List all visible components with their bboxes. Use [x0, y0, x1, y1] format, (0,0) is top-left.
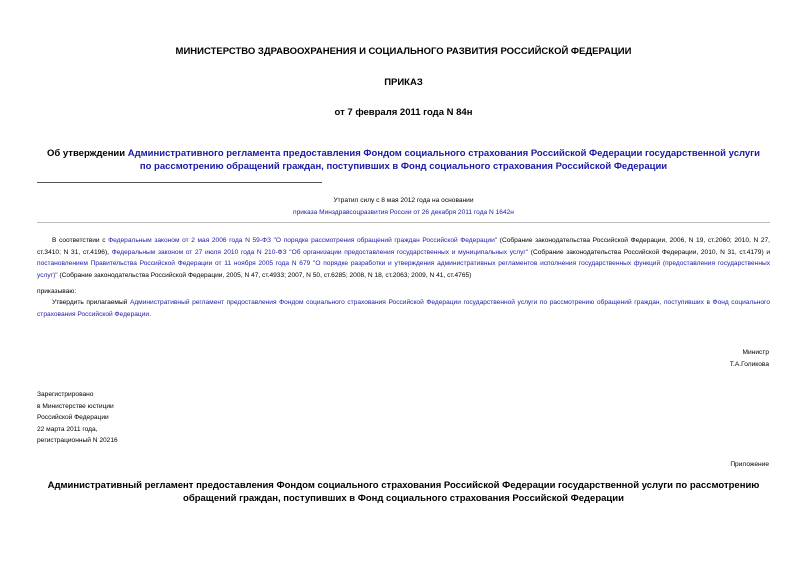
- title-divider: [37, 182, 322, 183]
- appendix-label: Приложение: [730, 461, 769, 468]
- preamble-law-210-link[interactable]: Федеральным законом от 27 июля 2010 года N 210-ФЗ "Об организации предоставления государственных и муниципальных услуг": [111, 248, 529, 256]
- signature-block: [730, 347, 769, 370]
- order-regulation-link[interactable]: Административный регламент предоставления Фондом социального страхования Российской Федерации государственной услуги по рассмотрению обращений граждан, поступивших в Фонд социального страхования Российской Федерации: [37, 299, 770, 318]
- registration-line: Зарегистрировано: [37, 391, 94, 398]
- preamble-resolution-679-link[interactable]: постановлением Правительства Российской Федерации от 11 ноября 2005 года N 679 "О порядке разработки и утверждения административных регламентов исполнения государственных функций (предоставления государственных услуг)": [37, 260, 770, 279]
- signature-position: Министр: [742, 349, 769, 356]
- repeal-order-link[interactable]: приказа Минздравсоцразвития России от 26 декабря 2011 года N 1642н: [293, 208, 514, 216]
- registration-line: 22 марта 2011 года,: [37, 425, 98, 433]
- appendix-title: Административный регламент предоставления Фондом социального страхования Российской Федерации государственной услуги по рассмотрению обращений граждан, поступивших в Фонд социального страхования Российской Федерации: [47, 480, 760, 504]
- signature-name: Т.А.Голикова: [729, 360, 769, 368]
- preamble-law-59-link[interactable]: Федеральным законом от 2 мая 2006 года N 59-ФЗ "О порядке рассмотрения обращений граждан Российской Федерации": [108, 237, 498, 244]
- document-type: ПРИКАЗ: [384, 77, 423, 88]
- document-date-number: от 7 февраля 2011 года N 84н: [334, 107, 473, 118]
- title-prefix: Об утверждении: [47, 148, 128, 159]
- ministry-heading: МИНИСТЕРСТВО ЗДРАВООХРАНЕНИЯ И СОЦИАЛЬНОГО РАЗВИТИЯ РОССИЙСКОЙ ФЕДЕРАЦИИ: [175, 46, 632, 57]
- preamble-text-4: (Собрание законодательства Российской Федерации, 2005, N 47, ст.4933; 2007, N 50, ст.6285; 2008, N 18, ст.2063; 2009, N 41, ст.4765): [57, 271, 472, 279]
- order-text-1: Утвердить прилагаемый: [52, 299, 130, 306]
- registration-block: [37, 389, 118, 447]
- registration-line: Российской Федерации: [37, 414, 109, 421]
- preamble-paragraph: [37, 235, 770, 281]
- note-divider: [37, 222, 770, 223]
- preamble-text-2: (Собрание законодательства Российской Федерации, 2006, N 19, ст.2060; 2010, N 27, ст.3410; N 31, ст.4196),: [37, 237, 771, 256]
- registration-line: регистрационный N 20216: [37, 437, 118, 444]
- preamble-text-1: В соответствии с: [52, 237, 109, 244]
- document-title: [45, 147, 762, 173]
- order-word: приказываю:: [37, 288, 77, 295]
- title-regulation-link[interactable]: Административного регламента предоставления Фондом социального страхования Российской Федерации государственной услуги по рассмотрению обращений граждан, поступивших в Фонд социального страхования Российской Федерации: [127, 148, 760, 172]
- registration-line: в Министерстве юстиции: [37, 402, 114, 410]
- preamble-text-3: (Собрание законодательства Российской Федерации, 2010, N 31, ст.4179) и: [528, 248, 770, 256]
- repeal-note: [37, 195, 770, 218]
- repeal-note-text: Утратил силу с 8 мая 2012 года на основании: [333, 197, 474, 204]
- order-paragraph: [37, 297, 770, 320]
- order-text-2: .: [149, 310, 151, 318]
